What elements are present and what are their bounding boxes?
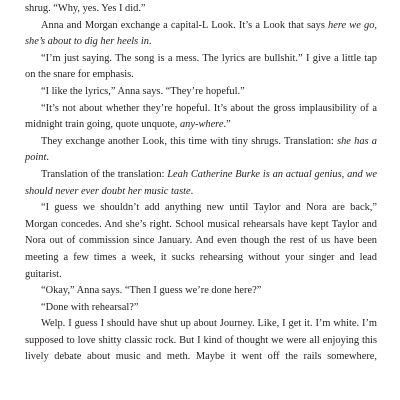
- italic-text-run: Leah Catherine Burke is an actual genius, and we should never ever doubt her music taste: [25, 168, 378, 197]
- paragraph: [25, 101, 377, 134]
- text-run: “Done with rehearsal?”: [41, 301, 139, 313]
- text-run: “It’s not about whether they’re hopeful. It’s about the gross implausibility of a midnight train going, quote unquote,: [25, 102, 377, 131]
- paragraph: [25, 316, 377, 366]
- text-run: .: [190, 185, 194, 197]
- italic-text-run: here we go, she’s about to dig her heels in: [25, 19, 377, 48]
- text-run: Welp. I guess I should have shut up about Journey. Like, I get it. I’m white. I’m supposed to love shitty classic rock. But I kind of thought we were all enjoying this lively debate about music and meth. Maybe it went off the rails somewhere,: [25, 318, 377, 363]
- italic-text-run: any-where: [179, 119, 224, 131]
- text-run: “I’m just saying. The song is a mess. The lyrics are bullshit.” I give a little tap on the snare for emphasis.: [25, 52, 377, 81]
- text-run: Translation of the translation:: [41, 168, 168, 180]
- text-run: shrug. “Why, yes. Yes I did.”: [25, 3, 146, 14]
- paragraph: [25, 167, 377, 200]
- text-run: “I like the lyrics,” Anna says. “They’re hopeful.”: [41, 85, 245, 97]
- paragraph: [25, 134, 377, 167]
- text-run: “I guess we shouldn’t add anything new until Taylor and Nora are back,” Morgan concedes. And she’s right. School musical rehearsals have kept Taylor and Nora out of commission since January. And even though the rest of us have been meeting a few times a week, it sucks rehearsing without your singer and lead guitarist.: [25, 202, 377, 280]
- text-run: .: [46, 152, 49, 164]
- text-run: “Okay,” Anna says. “Then I guess we’re done here?”: [41, 285, 262, 297]
- paragraph: [25, 200, 377, 283]
- italic-text-run: she has a point: [25, 135, 377, 164]
- paragraph: [25, 18, 377, 51]
- paragraph: [25, 51, 377, 84]
- paragraph: [25, 300, 377, 317]
- text-run: Anna and Morgan exchange a capital-L Look. It’s a Look that says: [41, 19, 329, 31]
- paragraph: [25, 283, 377, 300]
- text-run: They exchange another Look, this time with tiny shrugs. Translation:: [41, 135, 338, 147]
- text-run: .”: [223, 119, 231, 131]
- paragraph: [25, 1, 377, 18]
- text-run: .: [148, 36, 152, 48]
- paragraph: [25, 84, 377, 101]
- book-page: [25, 1, 377, 366]
